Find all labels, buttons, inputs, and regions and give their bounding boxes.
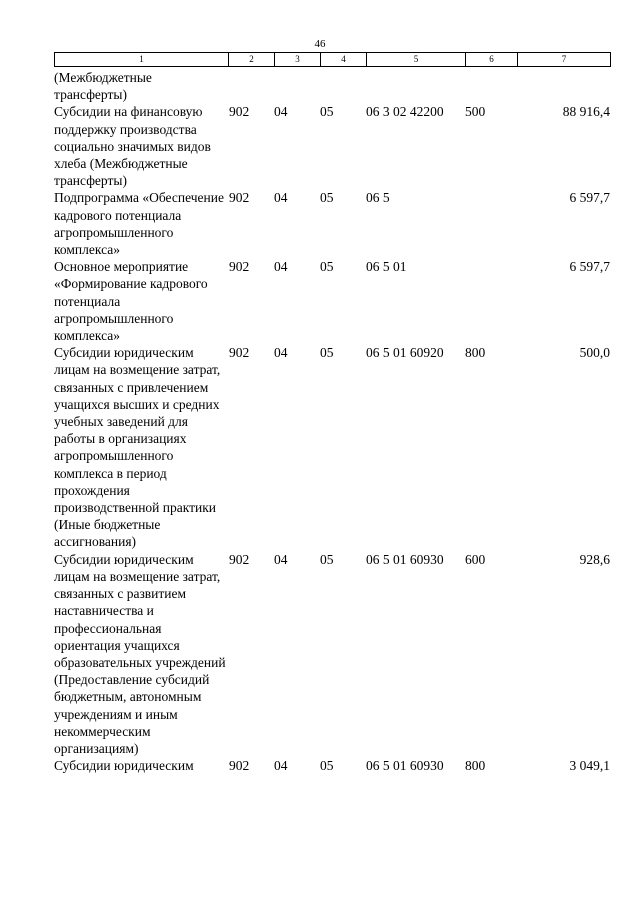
- row-subsection-code: 05: [320, 259, 334, 275]
- row-expense-type: 800: [465, 758, 486, 774]
- row-amount: 3 049,1: [569, 758, 610, 774]
- table-row: [0, 258, 640, 344]
- row-subsection-code: 05: [320, 758, 334, 774]
- row-ministry-code: 902: [229, 345, 250, 361]
- table-row: [0, 551, 640, 757]
- row-ministry-code: 902: [229, 758, 250, 774]
- row-expense-type: 800: [465, 345, 486, 361]
- header-col-5: 5: [367, 53, 466, 67]
- row-target-code: 06 5: [366, 190, 390, 206]
- header-col-4: 4: [321, 53, 367, 67]
- row-name: Субсидии юридическим: [54, 758, 194, 774]
- header-col-6: 6: [466, 53, 518, 67]
- row-section-code: 04: [274, 551, 288, 567]
- row-expense-type: 600: [465, 551, 486, 567]
- table-row: [0, 189, 640, 258]
- row-name: (Межбюджетные трансферты): [54, 70, 152, 103]
- row-name: Субсидии юридическим лицам на возмещение затрат, связанных с развитием наставничества и профессиональная ориентация учащихся образовательных учреждений (Предоставление субсидий бюджетным, автономным учреждениям и иным некоммерческим организациям): [54, 551, 226, 756]
- row-name: Субсидии юридическим лицам на возмещение затрат, связанных с привлечением учащихся высших и средних учебных заведений для работы в организациях агропромышленного комплекса в период прохождения производственной практики (Иные бюджетные ассигнования): [54, 345, 221, 550]
- row-amount: 6 597,7: [569, 259, 610, 275]
- row-target-code: 06 5 01: [366, 259, 407, 275]
- row-target-code: 06 5 01 60920: [366, 345, 444, 361]
- row-subsection-code: 05: [320, 104, 334, 120]
- page-number: 46: [314, 38, 326, 50]
- header-col-2: 2: [229, 53, 275, 67]
- row-name: Подпрограмма «Обеспечение кадрового потенциала агропромышленного комплекса»: [54, 190, 224, 258]
- table-row: [0, 69, 640, 103]
- row-ministry-code: 902: [229, 190, 250, 206]
- budget-table-body: [0, 69, 640, 774]
- row-ministry-code: 902: [229, 259, 250, 275]
- row-section-code: 04: [274, 190, 288, 206]
- row-name: Субсидии на финансовую поддержку производства социально значимых видов хлеба (Межбюджетные трансферты): [54, 104, 211, 189]
- row-amount: 88 916,4: [562, 104, 610, 120]
- row-target-code: 06 5 01 60930: [366, 758, 444, 774]
- header-col-7: 7: [518, 53, 611, 67]
- row-amount: 500,0: [579, 345, 610, 361]
- row-ministry-code: 902: [229, 104, 250, 120]
- row-section-code: 04: [274, 104, 288, 120]
- column-header-table: [54, 52, 611, 67]
- header-col-3: 3: [275, 53, 321, 67]
- row-section-code: 04: [274, 345, 288, 361]
- table-row: [0, 103, 640, 189]
- row-target-code: 06 3 02 42200: [366, 104, 444, 120]
- row-section-code: 04: [274, 259, 288, 275]
- row-amount: 928,6: [579, 551, 610, 567]
- row-ministry-code: 902: [229, 551, 250, 567]
- table-row: [0, 344, 640, 550]
- row-subsection-code: 05: [320, 551, 334, 567]
- row-subsection-code: 05: [320, 345, 334, 361]
- row-target-code: 06 5 01 60930: [366, 551, 444, 567]
- row-expense-type: 500: [465, 104, 486, 120]
- row-subsection-code: 05: [320, 190, 334, 206]
- table-row: [0, 757, 640, 774]
- row-amount: 6 597,7: [569, 190, 610, 206]
- row-section-code: 04: [274, 758, 288, 774]
- header-col-1: 1: [55, 53, 229, 67]
- row-name: Основное мероприятие «Формирование кадрового потенциала агропромышленного комплекса»: [54, 259, 208, 344]
